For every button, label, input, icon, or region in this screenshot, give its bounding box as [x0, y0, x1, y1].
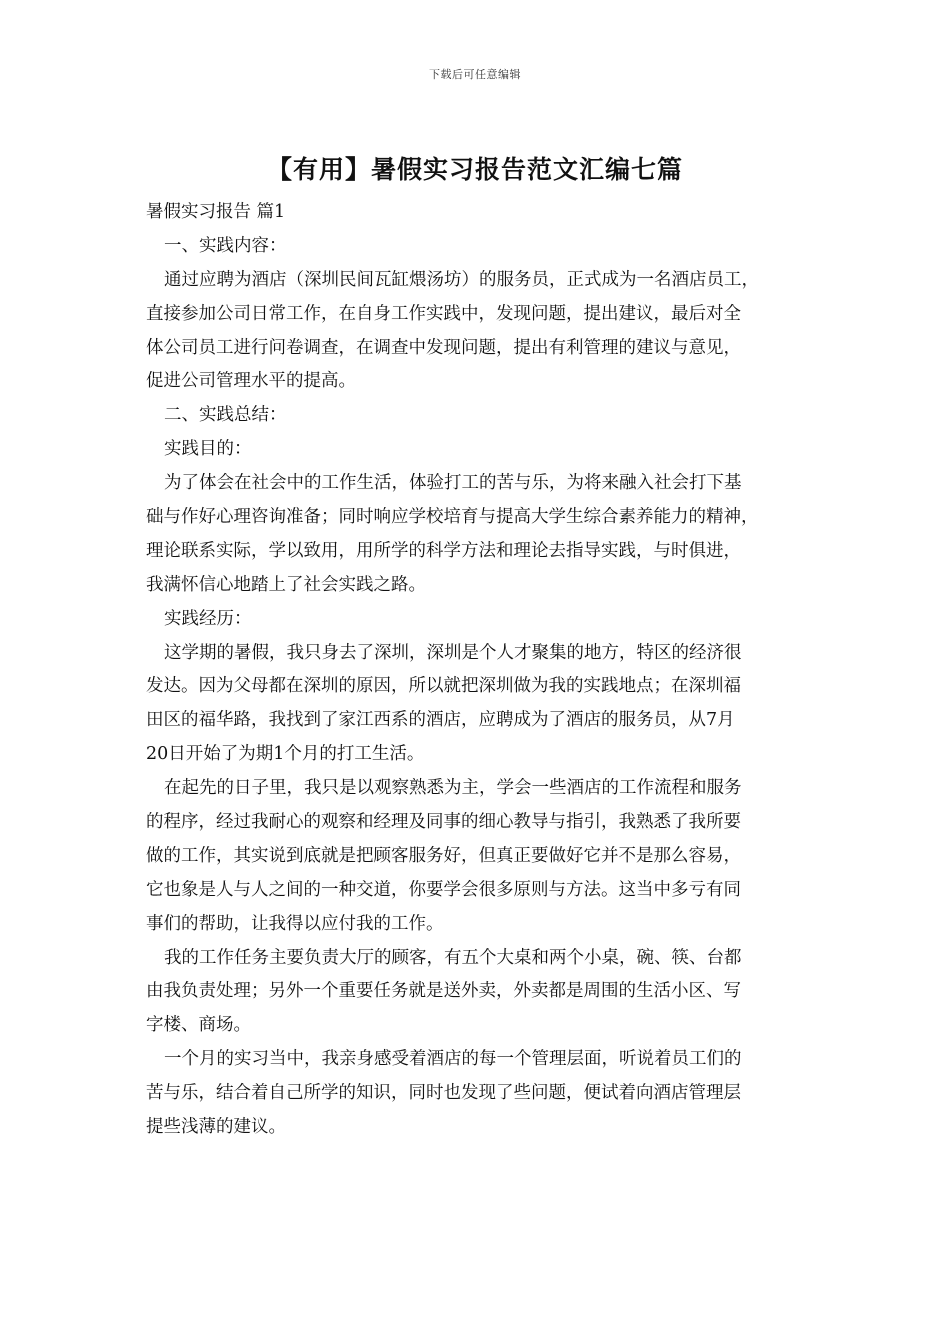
text-line: 这学期的暑假，我只身去了深圳，深圳是个人才聚集的地方，特区的经济很	[164, 642, 742, 663]
text-line: 一个月的实习当中，我亲身感受着酒店的每一个管理层面，听说着员工们的	[164, 1049, 742, 1070]
document-title: 【有用】暑假实习报告范文汇编七篇	[266, 155, 683, 184]
text-line: 提些浅薄的建议。	[146, 1117, 286, 1138]
document-body	[146, 196, 816, 1145]
text-line: 暑假实习报告 篇1	[146, 202, 286, 222]
text-line: 由我负责处理；另外一个重要任务就是送外卖，外卖都是周围的生活小区、写	[146, 981, 741, 1002]
text-line: 它也象是人与人之间的一种交道，你要学会很多原则与方法。这当中多亏有同	[146, 879, 741, 900]
header-note: 下载后可任意编辑	[429, 68, 521, 81]
text-line: 通过应聘为酒店（深圳民间瓦缸煨汤坊）的服务员，正式成为一名酒店员工，	[164, 269, 759, 290]
text-line: 在起先的日子里，我只是以观察熟悉为主，学会一些酒店的工作流程和服务	[164, 778, 742, 799]
text-line: 础与作好心理咨询准备；同时响应学校培育与提高大学生综合素养能力的精神，	[146, 507, 759, 528]
text-line: 理论联系实际，学以致用，用所学的科学方法和理论去指导实践，与时俱进，	[146, 540, 741, 561]
text-line: 我的工作任务主要负责大厅的顾客，有五个大桌和两个小桌，碗、筷、台都	[164, 947, 742, 968]
text-line: 体公司员工进行问卷调查，在调查中发现问题，提出有利管理的建议与意见，	[146, 337, 741, 358]
text-line: 的程序，经过我耐心的观察和经理及同事的细心教导与指引，我熟悉了我所要	[146, 812, 741, 833]
text-line: 发达。因为父母都在深圳的原因，所以就把深圳做为我的实践地点；在深圳福	[146, 676, 741, 697]
text-line: 一、实践内容：	[164, 235, 287, 256]
text-line: 事们的帮助，让我得以应付我的工作。	[146, 913, 444, 934]
text-line: 实践目的：	[164, 439, 252, 460]
text-line: 为了体会在社会中的工作生活，体验打工的苦与乐，为将来融入社会打下基	[164, 473, 742, 494]
text-line: 字楼、商场。	[146, 1015, 251, 1036]
text-line: 我满怀信心地踏上了社会实践之路。	[146, 574, 426, 595]
text-line: 实践经历：	[164, 608, 252, 629]
text-line: 直接参加公司日常工作，在自身工作实践中，发现问题，提出建议，最后对全	[146, 303, 741, 324]
text-line: 做的工作，其实说到底就是把顾客服务好，但真正要做好它并不是那么容易，	[146, 845, 741, 866]
text-line: 促进公司管理水平的提高。	[146, 371, 356, 392]
text-line: 田区的福华路，我找到了家江西系的酒店，应聘成为了酒店的服务员，从7月	[146, 710, 735, 731]
text-line: 苦与乐，结合着自己所学的知识，同时也发现了些问题，便试着向酒店管理层	[146, 1083, 741, 1104]
text-line: 二、实践总结：	[164, 405, 287, 426]
text-line: 20日开始了为期1个月的打工生活。	[146, 744, 425, 765]
